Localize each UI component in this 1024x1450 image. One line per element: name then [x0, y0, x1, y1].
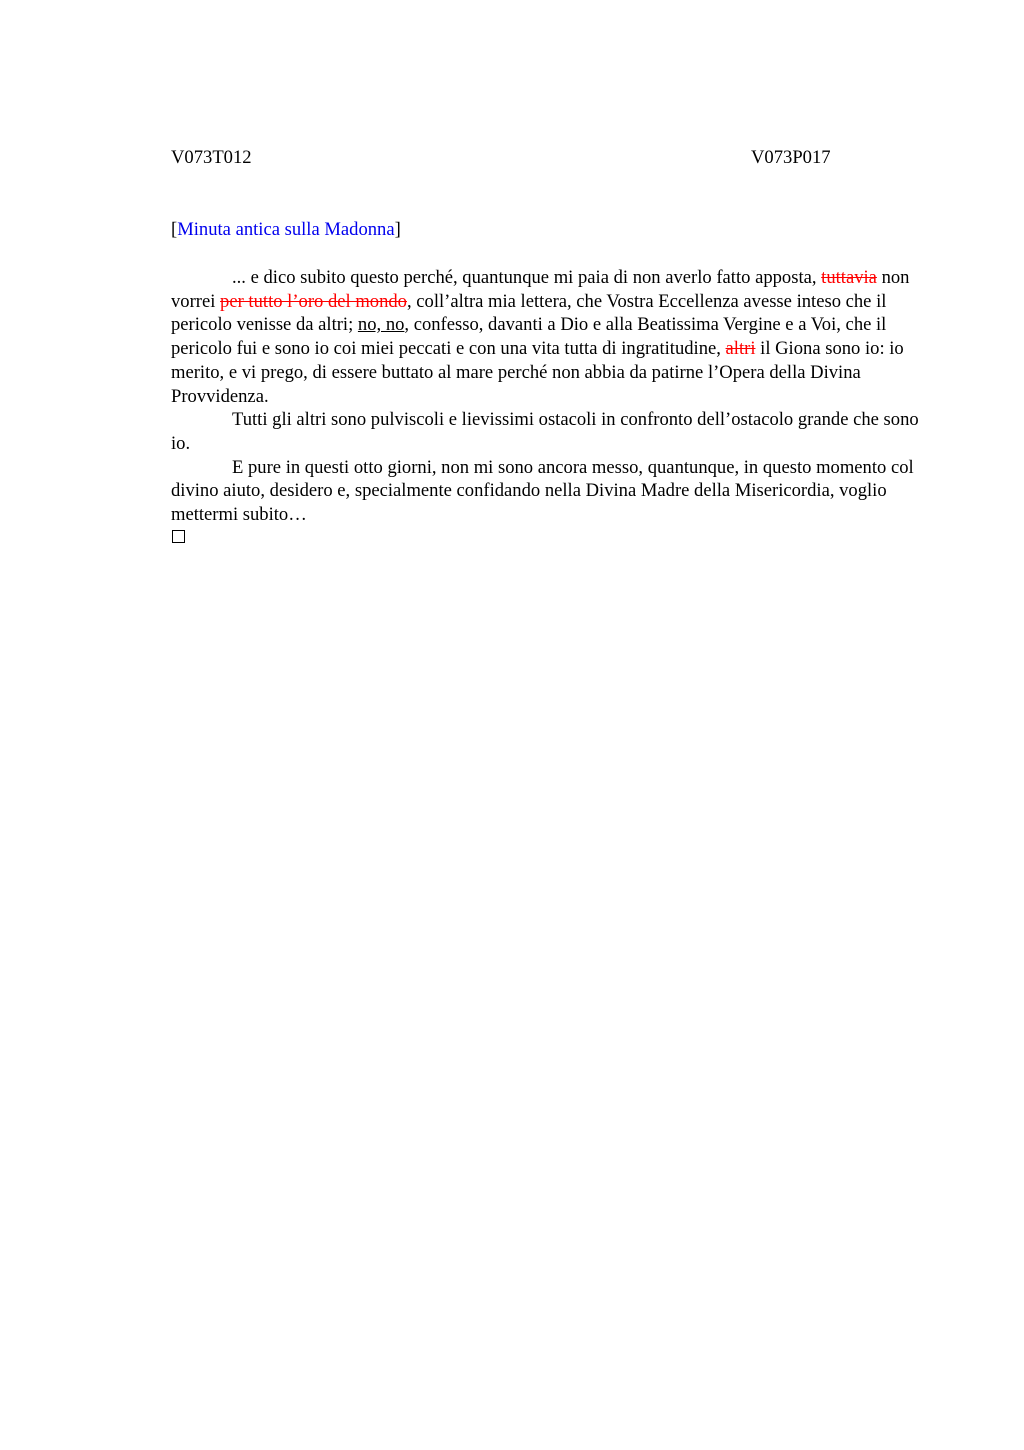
paragraph-1-text-c: , coll’altra mia lettera, che Vostra Eccellenza avesse inteso che il pericolo venisse da altri; — [171, 290, 887, 336]
document-title — [171, 218, 401, 241]
deleted-word-tuttavia: tuttavia — [821, 267, 877, 288]
title-link[interactable]: Minuta antica sulla Madonna — [177, 219, 395, 240]
title-open-bracket: [ — [171, 219, 178, 240]
document-body — [171, 266, 921, 527]
paragraph-2: Tutti gli altri sono pulviscoli e lievissimi ostacoli in confronto dell’ostacolo grande che sono io. — [171, 409, 919, 454]
end-marker-box — [172, 530, 185, 543]
title-close-bracket: ] — [394, 219, 401, 240]
deleted-phrase-oro: per tutto l’oro del mondo — [220, 290, 407, 312]
document-code-left: V073T012 — [171, 147, 252, 168]
paragraph-1-text-a: ... e dico subito questo perché, quantunque mi paia di non averlo fatto apposta, — [232, 267, 822, 288]
document-code-right: V073P017 — [751, 147, 831, 168]
paragraph-3: E pure in questi otto giorni, non mi sono ancora messo, quantunque, in questo momento col divino aiuto, desidero e, specialmente confidando nella Divina Madre della Misericordia, voglio mettermi subito… — [171, 456, 914, 526]
paragraph-1-text-b: non vorrei — [171, 267, 910, 312]
underlined-phrase: no, no — [357, 314, 405, 336]
paragraph-1 — [171, 266, 921, 408]
paragraph-1-text-e: il Giona sono io: io merito, e vi prego, di essere buttato al mare perché non abbia da patirne l’Opera della Divina Provvidenza. — [171, 338, 904, 407]
paragraph-1-text-d: , confesso, davanti a Dio e alla Beatissima Vergine e a Voi, che il pericolo fui e sono io coi miei peccati e con una vita tutta di ingratitudine, — [171, 314, 887, 360]
deleted-word-altri: altri — [725, 338, 756, 360]
